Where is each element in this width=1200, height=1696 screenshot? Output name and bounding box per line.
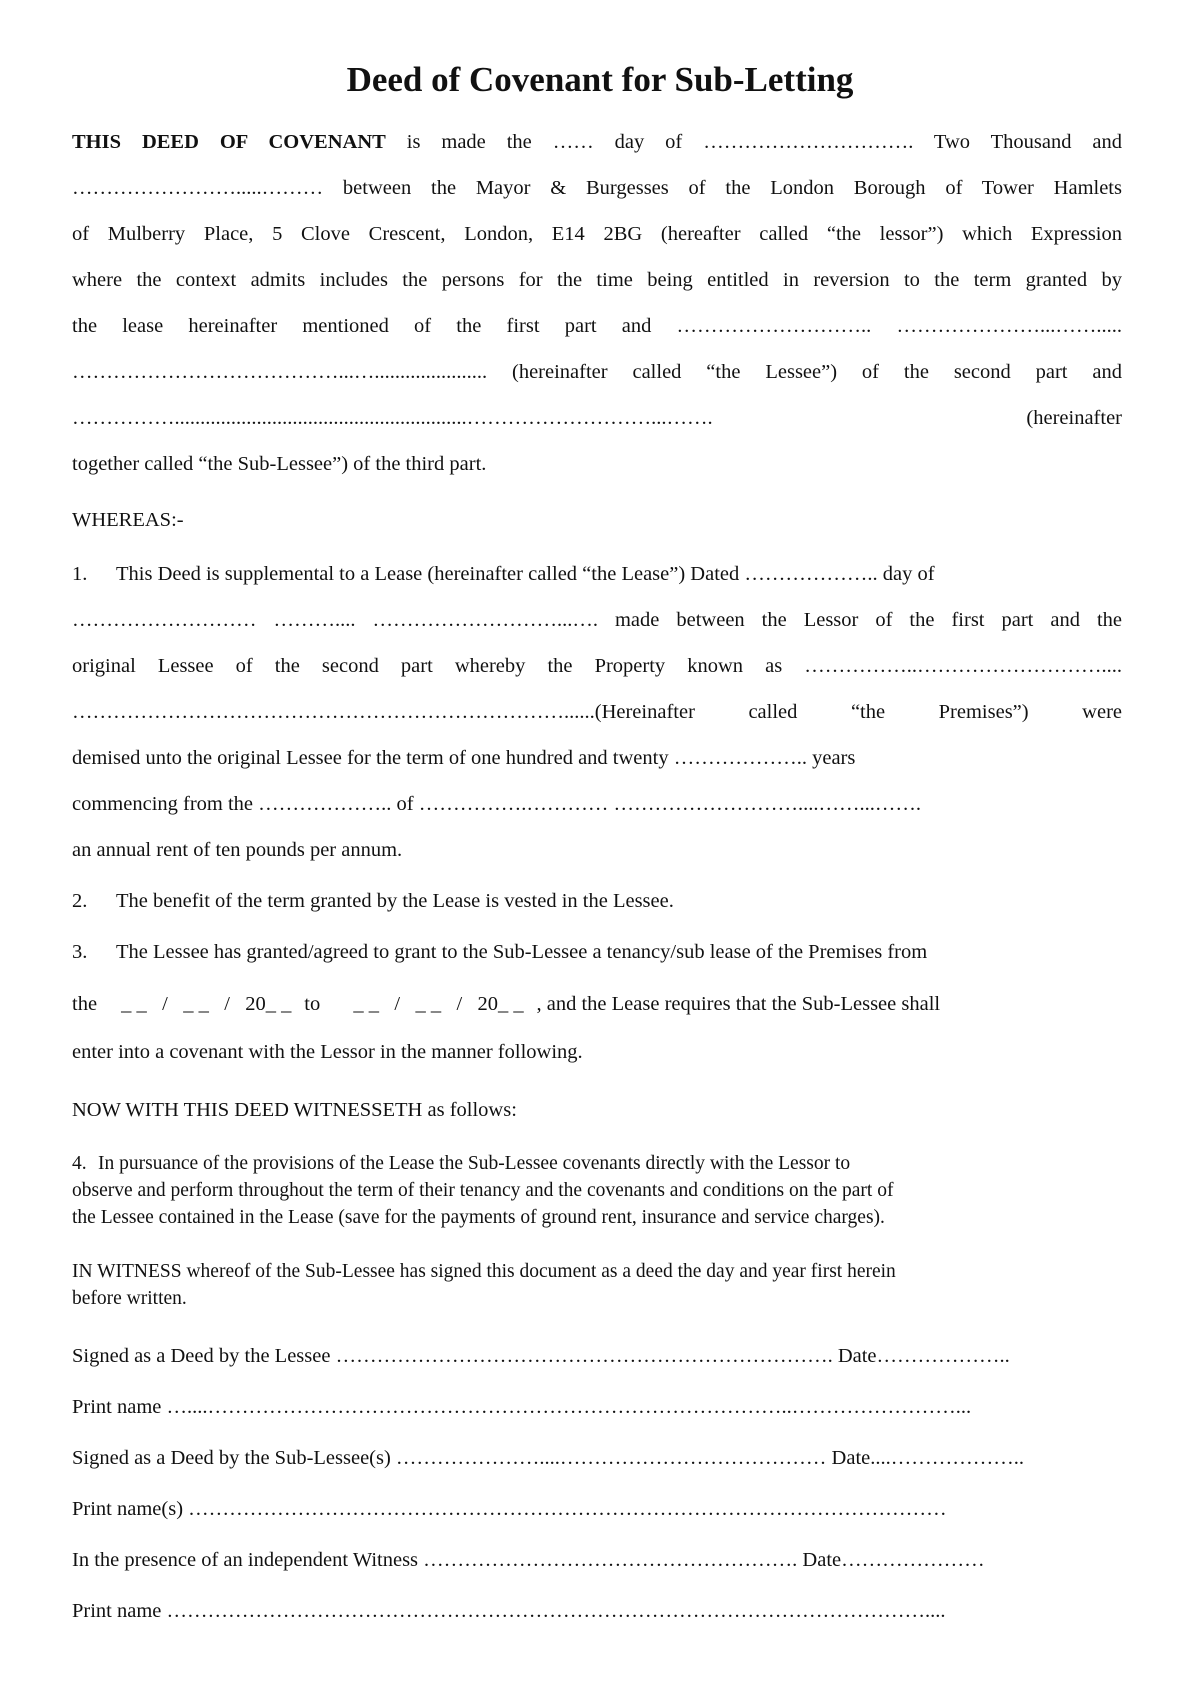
clause-1-line-1 [72,560,1122,588]
intro-lead: THIS DEED OF COVENANT [72,131,386,153]
witness-signature-line[interactable]: In the presence of an independent Witness ………………………………………………. Date………………… [72,1549,985,1571]
print-name-line-lessee[interactable]: Print name …....…………………………………………………………………………..……………………... [72,1396,972,1418]
clause-3-line-2 [72,990,1122,1018]
clause-1-line-6: commencing from the ……………….. of …………….………… ………………………....……...……. [72,793,921,815]
clause-3-text: The Lessee has granted/agreed to grant to the Sub-Lessee a tenancy/sub lease of the Premises from [116,941,928,963]
intro-line-1 [72,128,1122,156]
intro-line-1-rest: is made the …… day of …………………………. Two Thousand and [385,131,1122,153]
in-witness-line-2: before written. [72,1288,187,1309]
clause-4-number: 4. [72,1153,87,1174]
clause-3-line-2-rest: , and the Lease requires that the Sub-Lessee shall [536,993,941,1015]
clause-1-line-3: original Lessee of the second part whereby the Property known as ……………..……………………….... [72,655,1122,677]
signature-line-sub-lessee[interactable]: Signed as a Deed by the Sub-Lessee(s) …………………....………………………………… Date....……………….. [72,1447,1024,1469]
intro-line-8: together called “the Sub-Lessee”) of the third part. [72,453,487,475]
clause-3-the: the [72,993,98,1015]
clause-3-line-3: enter into a covenant with the Lessor in the manner following. [72,1041,583,1063]
clause-1-number: 1. [72,563,88,585]
intro-line-7: …………….........................................................………………………...……. (hereinafter [72,407,1122,429]
intro-line-4: where the context admits includes the persons for the time being entitled in reversion to the term granted by [72,269,1122,291]
whereas-heading: WHEREAS:- [72,509,184,531]
clause-1-line-5: demised unto the original Lessee for the term of one hundred and twenty ……………….. years [72,747,856,769]
clause-3-to: to [304,993,321,1015]
clause-3-line-1 [72,938,1122,966]
witnesseth-heading: NOW WITH THIS DEED WITNESSETH as follows: [72,1099,517,1121]
document-title: Deed of Covenant for Sub-Letting [346,60,854,99]
clause-4-text: In pursuance of the provisions of the Lease the Sub-Lessee covenants directly with the Lessor to [98,1153,851,1174]
clause-2-text: The benefit of the term granted by the Lease is vested in the Lessee. [116,890,674,912]
intro-line-2: …………………….....……… between the Mayor & Burgesses of the London Borough of Tower Hamlets [72,177,1122,199]
clause-4-line-2: observe and perform throughout the term of their tenancy and the covenants and conditions on the part of [72,1180,894,1201]
clause-4-line-3: the Lessee contained in the Lease (save for the payments of ground rent, insurance and service charges). [72,1207,885,1228]
clause-3-number: 3. [72,941,88,963]
clause-2-number: 2. [72,890,88,912]
print-name-line-witness[interactable]: Print name ………………………………………………………………………………………………….... [72,1600,946,1622]
clause-2 [72,887,1122,915]
in-witness-line-1: IN WITNESS whereof of the Sub-Lessee has signed this document as a deed the day and year first herein [72,1261,896,1282]
clause-1-line-7: an annual rent of ten pounds per annum. [72,839,403,861]
clause-4-line-1 [72,1150,1122,1177]
clause-1-text: This Deed is supplemental to a Lease (hereinafter called “the Lease”) Dated ……………….. day of [116,563,935,585]
intro-line-3: of Mulberry Place, 5 Clove Crescent, London, E14 2BG (hereafter called “the lessor”) which Expression [72,223,1122,245]
signature-line-lessee[interactable]: Signed as a Deed by the Lessee ………………………………………………………………. Date……………….. [72,1345,1010,1367]
clause-1-line-4: ………………………………………………………………......(Hereinafter called “the Premises”) were [72,701,1122,723]
clause-1-line-2: ……………………… ……….... ………………………...…. made between the Lessor of the first part and the [72,609,1122,631]
date-from-field[interactable]: _ _ / _ _ / 20_ _ [121,993,292,1015]
print-name-line-sub-lessee[interactable]: Print name(s) ………………………………………………………………………………………………… [72,1498,947,1520]
intro-line-6: …………………………………...…...................... (hereinafter called “the Lessee”) of the second part and [72,361,1122,383]
intro-line-5: the lease hereinafter mentioned of the first part and ……………………….. …………………...……..... [72,315,1122,337]
date-to-field[interactable]: _ _ / _ _ / 20_ _ [353,993,524,1015]
